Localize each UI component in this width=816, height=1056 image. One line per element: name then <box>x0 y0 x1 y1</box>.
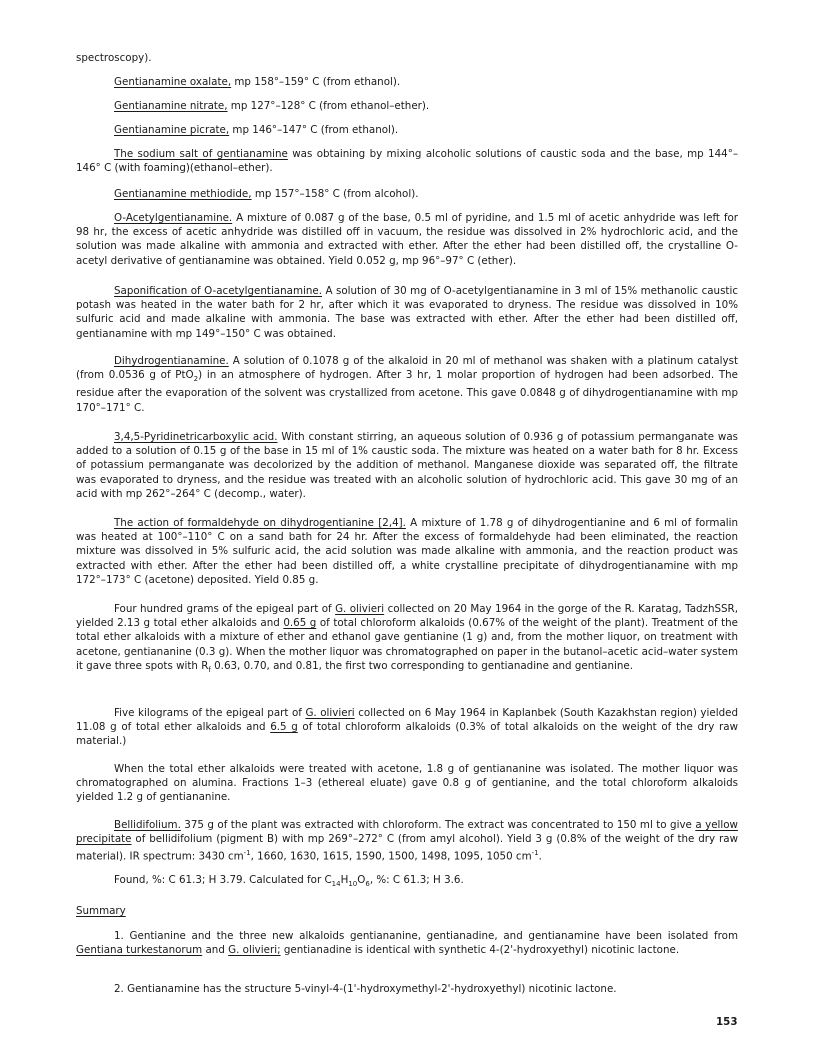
summary-item-2: 2. Gentianamine has the structure 5-vinyl-4-(1'-hydroxymethyl-2'-hydroxyethyl) nicotinic lactone. <box>114 983 617 995</box>
superscript: -1 <box>531 849 539 858</box>
compound-heading: Gentianamine oxalate, <box>114 76 232 88</box>
compound-heading: Saponification of O-acetylgentianamine. <box>114 285 322 297</box>
paragraph-bellidifolium <box>76 818 738 864</box>
paragraph-karatag-collection <box>76 602 738 677</box>
paragraph-spectroscopy-end: spectroscopy). <box>76 52 152 64</box>
paragraph-text: 375 g of the plant was extracted with chloroform. The extract was concentrated to 150 ml to give <box>180 819 696 831</box>
compound-heading: 3,4,5-Pyridinetricarboxylic acid. <box>114 431 278 443</box>
paragraph-pyridinetricarboxylic-acid <box>76 430 738 501</box>
amount-value: 0.65 g <box>283 617 317 630</box>
paragraph-text: A solution of 30 mg of O-acetylgentianamine in 3 ml of 15% methanolic caustic potash was heated in the water bath for 2 hr, after which it was evaporated to dryness. The residue was dissolved in 10% sulfuric acid and made alkaline with ammonia. The base was extracted with ether. After the ether had been distilled off, gentianamine with mp 149°–150° C was obtained. <box>76 285 738 340</box>
superscript: -1 <box>243 849 251 858</box>
paragraph-text: mp 127°–128° C (from ethanol–ether). <box>227 100 430 112</box>
paragraph-text: mp 146°–147° C (from ethanol). <box>229 124 399 136</box>
compound-heading: Gentianamine methiodide, <box>114 188 252 200</box>
compound-heading: Bellidifolium. <box>114 819 181 831</box>
paragraph-text: O <box>357 874 366 886</box>
subscript: 14 <box>331 880 341 889</box>
paragraph-oxalate <box>76 75 738 89</box>
paragraph-kaplanbek-collection <box>76 706 738 749</box>
summary-item-1 <box>76 929 738 957</box>
compound-heading: O-Acetylgentianamine. <box>114 212 233 224</box>
paragraph-analysis <box>76 873 738 891</box>
paragraph-text: 0.63, 0.70, and 0.81, the first two corresponding to gentianadine and gentianine. <box>210 659 633 672</box>
paragraph-nitrate <box>76 99 738 113</box>
compound-heading: Gentianamine nitrate, <box>114 100 228 112</box>
paragraph-text: mp 158°–159° C (from ethanol). <box>231 76 401 88</box>
amount-value: 6.5 g <box>270 721 298 734</box>
compound-heading: The sodium salt of gentianamine <box>114 148 288 160</box>
paragraph-text: ) in an atmosphere of hydrogen. After 3 hr, 1 molar proportion of hydrogen had been adsorbed. The residue after the evaporation of the solvent was crystallized from acetone. This gave 0.0848 g of dihydrogentianamine with mp 170°–171° C. <box>76 369 738 414</box>
subscript: 10 <box>348 880 358 889</box>
paragraph-text: of total chloroform alkaloids (0.3% of total alkaloids on the weight of the dry raw material.) <box>76 721 739 748</box>
paragraph-text: . <box>538 850 542 863</box>
paragraph-text: With constant stirring, an aqueous solution of 0.936 g of potassium permanganate was added to a solution of 0.15 g of the base in 15 ml of 1% caustic soda. The mixture was heated on a water bath for 8 hr. Excess of potassium permanganate was decolorized by the addition of methanol. Manganese dioxide was separated off, the filtrate was evaporated to dryness, and the residue was treated with an alcoholic solution of hydrochloric acid. This gave 30 mg of an acid with mp 262°–264° C (decomp., water). <box>76 431 738 500</box>
paragraph-text: and <box>202 944 229 957</box>
paragraph-text: gentianadine is identical with synthetic 4-(2'-hydroxyethyl) nicotinic lactone. <box>280 944 680 957</box>
species-name: G. olivieri <box>335 603 385 615</box>
paragraph-text: 1. Gentianine and the three new alkaloids gentiananine, gentianadine, and gentianamine have been isolated from <box>114 930 738 942</box>
species-name: Gentiana turkestanorum <box>76 944 203 957</box>
paragraph-acetylgentianamine <box>76 211 738 268</box>
compound-heading: Gentianamine picrate, <box>114 124 230 136</box>
paragraph-formaldehyde-action <box>76 516 738 587</box>
summary-heading: Summary <box>76 905 126 917</box>
paragraph-sodium-salt <box>76 147 738 175</box>
paragraph-picrate <box>76 123 738 137</box>
underlined-phrase: a yellow precipitate <box>76 819 738 846</box>
paragraph-text: A solution of 0.1078 g of the alkaloid in 20 ml of methanol was shaken with a platinum catalyst (from 0.0536 g of PtO <box>76 355 738 382</box>
species-name: G. olivieri <box>305 707 355 719</box>
page-number: 153 <box>716 1016 738 1028</box>
paragraph-methiodide <box>76 187 738 201</box>
paragraph-text: , %: C 61.3; H 3.6. <box>369 874 464 886</box>
paragraph-acetone-treatment: When the total ether alkaloids were treated with acetone, 1.8 g of gentiananine was isolated. The mother liquor was chromatographed on alumina. Fractions 1–3 (ethereal eluate) gave 0.8 g of gentianine, and the total chloroform alkaloids yielded 1.2 g of gentiananine. <box>76 763 738 804</box>
paragraph-text: , 1660, 1630, 1615, 1590, 1500, 1498, 1095, 1050 cm <box>250 850 532 863</box>
paragraph-text: of total chloroform alkaloids (0.67% of the weight of the plant). Treatment of the total ether alkaloids with a mixture of ether and ethanol gave gentianine (1 g) and, from the mother liquor, on treatment with acetone, gentiananine (0.3 g). When the mother liquor was chromatographed on paper in the butanol–acetic acid–water system it gave three spots with R <box>76 617 738 672</box>
subscript: 6 <box>365 880 370 889</box>
compound-heading: Dihydrogentianamine. <box>114 355 229 367</box>
paragraph-saponification <box>76 284 738 341</box>
species-name: G. olivieri; <box>228 944 281 957</box>
compound-heading: The action of formaldehyde on dihydrogentianine [2,4]. <box>114 517 406 529</box>
paragraph-dihydrogentianamine <box>76 354 738 415</box>
subscript: 2 <box>193 375 199 384</box>
paragraph-text: A mixture of 0.087 g of the base, 0.5 ml of pyridine, and 1.5 ml of acetic anhydride was left for 98 hr, the excess of acetic anhydride was distilled off in vacuum, the residue was dissolved in 2% hydrochloric acid, and the solution was made alkaline with ammonia and extracted with ether. After the ether had been distilled off, the crystalline O-acetyl derivative of gentianamine was obtained. Yield 0.052 g, mp 96°–97° C (ether). <box>76 212 738 267</box>
paragraph-text: Found, %: C 61.3; H 3.79. Calculated for C <box>114 874 332 886</box>
paragraph-text: of bellidifolium (pigment B) with mp 269°–272° C (from amyl alcohol). Yield 3 g (0.8% of the weight of the dry raw material). IR spectrum: 3430 cm <box>76 833 738 863</box>
paragraph-text: was obtaining by mixing alcoholic solutions of caustic soda and the base, mp 144°–146° C (with foaming)(ethanol–ether). <box>76 148 738 175</box>
paragraph-text: Five kilograms of the epigeal part of <box>114 707 306 719</box>
paragraph-text: H <box>340 874 349 886</box>
subscript: f <box>208 665 211 674</box>
paragraph-text: collected on 6 May 1964 in Kaplanbek (South Kazakhstan region) yielded 11.08 g of total ether alkaloids and <box>76 707 738 734</box>
paragraph-text: mp 157°–158° C (from alcohol). <box>251 188 419 200</box>
paragraph-text: collected on 20 May 1964 in the gorge of the R. Karatag, TadzhSSR, yielded 2.13 g total ether alkaloids and <box>76 603 738 630</box>
paragraph-text: A mixture of 1.78 g of dihydrogentianine and 6 ml of formalin was heated at 100°–110° C on a sand bath for 24 hr. After the excess of formaldehyde had been eliminated, the reaction mixture was dissolved in 5% sulfuric acid, the acid solution was made alkaline with ammonia, and the reaction product was extracted with ether. After the ether had been distilled off, a white crystalline precipitate of dihydrogentianamine with mp 172°–173° C (acetone) deposited. Yield 0.85 g. <box>76 517 738 586</box>
paragraph-text: Four hundred grams of the epigeal part of <box>114 603 336 615</box>
